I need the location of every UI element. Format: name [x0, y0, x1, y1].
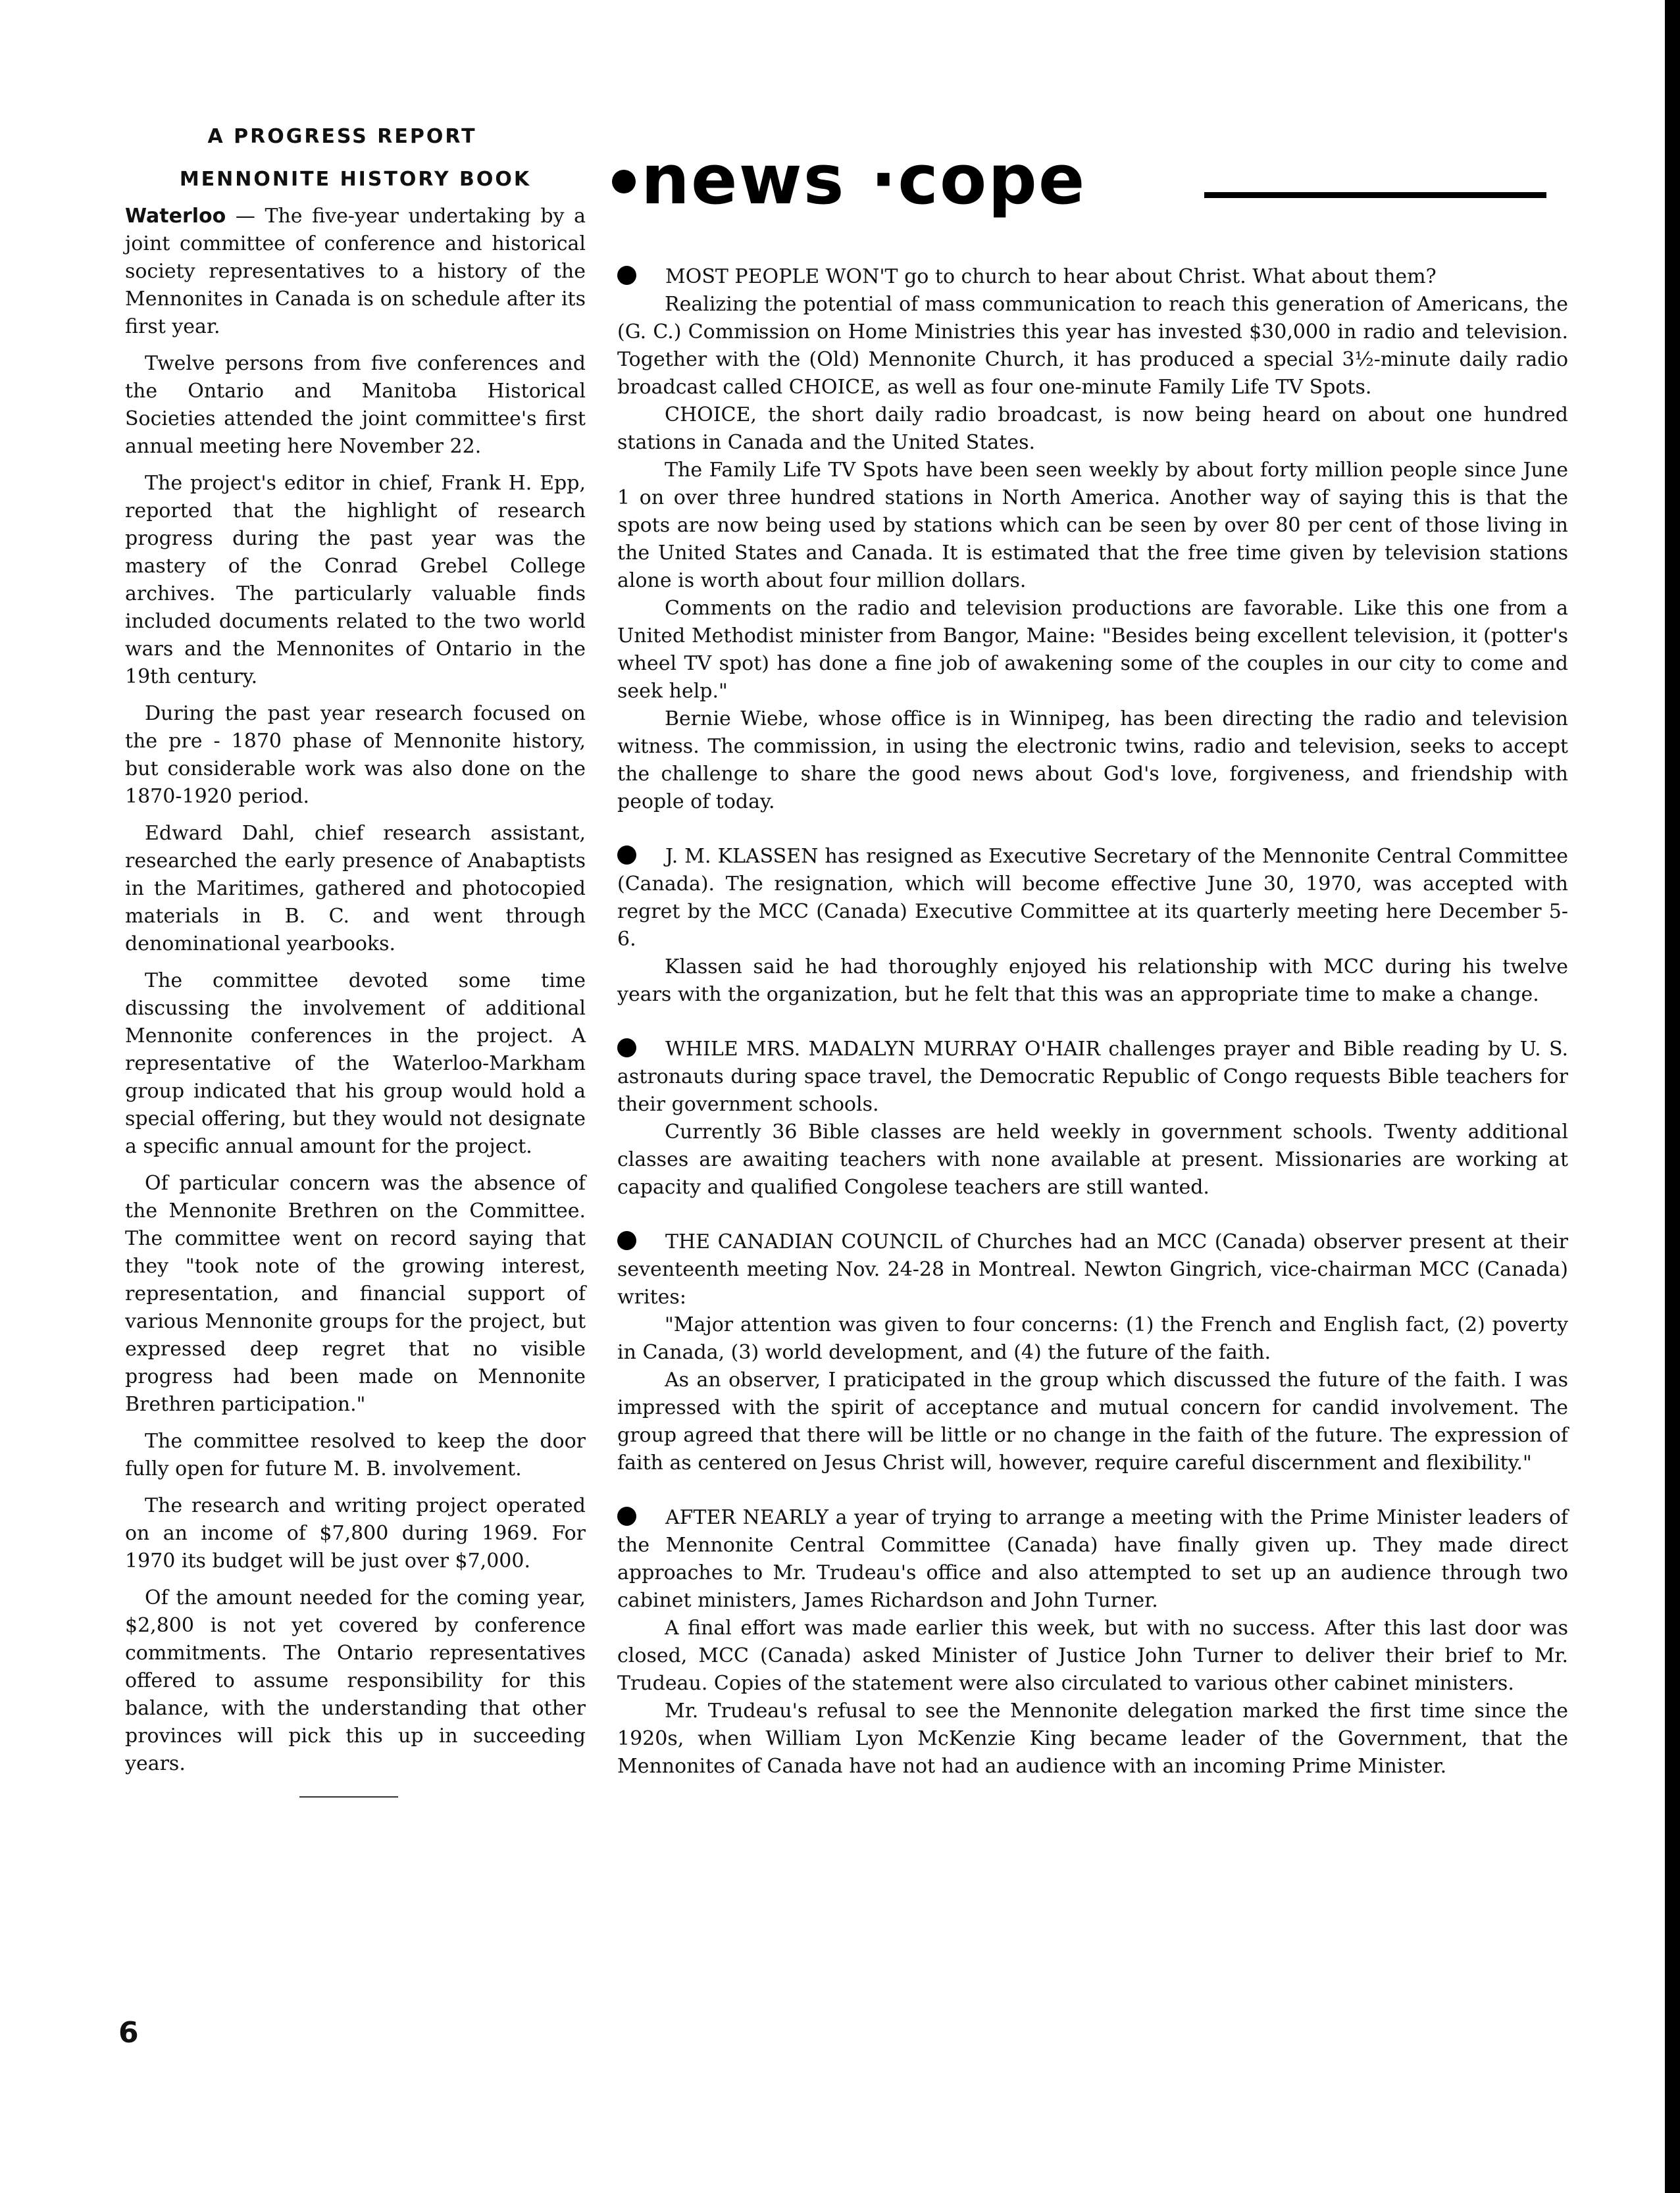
article-paragraph: The project's editor in chief, Frank H. Epp, reported that the highlight of research progress during the past year was the mastery of the Conrad Grebel College archives. The particularly valuable finds included documents related to the two world wars and the Mennonites of Ontario in the 19th century. [125, 472, 586, 688]
story-lead: AFTER NEARLY a year of trying to arrange a meeting with the Prime Minister leaders of the Mennonite Central Committee (Canada) have finally given up. They made direct approaches to Mr. Trudeau's office and also attempted to set up an audience through two cabinet ministers, James Richardson and John Turner. [617, 1506, 1568, 1612]
story-paragraph: Realizing the potential of mass communication to reach this generation of Americans, the (G. C.) Commission on Home Ministries this year has invested $30,000 in radio and television. Together with the (Old) Mennonite Church, it has produced a special 3½-minute daily radio broadcast called CHOICE, as well as four one-minute Family Life TV Spots. [617, 293, 1568, 399]
article-kicker: A PROGRESS REPORT [207, 125, 477, 148]
article-paragraph: Of the amount needed for the coming year, $2,800 is not yet covered by conference commitments. The Ontario representatives offered to assume responsibility for this balance, with the understanding that other provinces will pick this up in succeeding years. [125, 1586, 586, 1775]
bullet-icon [617, 845, 636, 865]
story-paragraph: Comments on the radio and television productions are favorable. Like this one from a United Methodist minister from Bangor, Maine: "Besides being excellent television, it (potter's wheel TV spot) has done a fine job of awakening some of the couples in our city to come and seek help." [617, 597, 1568, 703]
story-paragraph: Bernie Wiebe, whose office is in Winnipeg, has been directing the radio and television witness. The commission, in using the electronic twins, radio and television, seeks to accept the challenge to share the good news about God's love, forgiveness, and friendship with people of today. [617, 707, 1568, 813]
news-item [617, 263, 1568, 816]
story-lead: THE CANADIAN COUNCIL of Churches had an MCC (Canada) observer present at their seventeenth meeting Nov. 24-28 in Montreal. Newton Gingrich, vice-chairman MCC (Canada) writes: [617, 1230, 1568, 1309]
story-paragraph: As an observer, I praticipated in the group which discussed the future of the faith. I was impressed with the spirit of acceptance and mutual concern for candid involvement. The group agreed that there will be little or no change in the faith of the future. The expression of faith as centered on Jesus Christ will, however, require careful discernment and flexibility." [617, 1369, 1568, 1475]
story-paragraph: Klassen said he had thoroughly enjoyed his relationship with MCC during his twelve years with the organization, but he felt that this was an appropriate time to make a change. [617, 955, 1568, 1006]
article-paragraph: The committee resolved to keep the door fully open for future M. B. involvement. [125, 1430, 586, 1480]
article-paragraph: During the past year research focused on the pre - 1870 phase of Mennonite history, but considerable work was also done on the 1870-1920 period. [125, 702, 586, 808]
article-paragraph: The committee devoted some time discussing the involvement of additional Mennonite conferences in the project. A representative of the Waterloo-Markham group indicated that his group would hold a special offering, but they would not designate a specific annual amount for the project. [125, 969, 586, 1158]
page-number: 6 [118, 2016, 139, 2050]
story-paragraph: A final effort was made earlier this week, but with no success. After this last door was closed, MCC (Canada) asked Minister of Justice John Turner to deliver their brief to Mr. Trudeau. Copies of the statement were also circulated to various other cabinet ministers. [617, 1617, 1568, 1695]
story-paragraph: CHOICE, the short daily radio broadcast, is now being heard on about one hundred stations in Canada and the United States. [617, 403, 1568, 454]
bullet-icon [617, 1038, 636, 1057]
left-article [125, 125, 586, 1798]
scan-edge [1665, 0, 1680, 2193]
news-item [617, 1504, 1568, 1780]
article-headline: MENNONITE HISTORY BOOK [179, 168, 532, 191]
story-paragraph: "Major attention was given to four concerns: (1) the French and English fact, (2) poverty in Canada, (3) world development, and (4) the future of the faith. [617, 1313, 1568, 1364]
bullet-icon [617, 266, 636, 285]
article-paragraph: The research and writing project operated on an income of $7,800 during 1969. For 1970 its budget will be just over $7,000. [125, 1494, 586, 1573]
story-paragraph: Mr. Trudeau's refusal to see the Mennonite delegation marked the first time since the 1920s, when William Lyon McKenzie King became leader of the Government, that the Mennonites of Canada have not had an audience with an incoming Prime Minister. [617, 1700, 1568, 1778]
news-item [617, 843, 1568, 1009]
masthead-title: news ·cope [641, 139, 1086, 220]
article-paragraph: Twelve persons from five conferences and the Ontario and Manitoba Historical Societies attended the joint committee's first annual meeting here November 22. [125, 352, 586, 458]
story-lead: MOST PEOPLE WON'T go to church to hear about Christ. What about them? [617, 263, 1568, 291]
bullet-icon [612, 170, 636, 193]
article-paragraph: Of particular concern was the absence of the Mennonite Brethren on the Committee. The committee went on record saying that they "took note of the growing interest, representation, and financial support of various Mennonite groups for the project, but expressed deep regret that no visible progress had been made on Mennonite Brethren participation." [125, 1172, 586, 1416]
masthead-rule [1204, 192, 1546, 198]
bullet-icon [617, 1231, 636, 1250]
section-masthead [612, 139, 1546, 232]
news-item [617, 1228, 1568, 1477]
story-paragraph: The Family Life TV Spots have been seen weekly by about forty million people since June 1 on over three hundred stations in North America. Another way of saying this is that the spots are now being used by stations which can be seen by over 80 per cent of those living in the United States and Canada. It is estimated that the free time given by television stations alone is worth about four million dollars. [617, 459, 1568, 592]
article-paragraph: Edward Dahl, chief research assistant, researched the early presence of Anabaptists in the Maritimes, gathered and photocopied materials in B. C. and went through denominational yearbooks. [125, 822, 586, 955]
article-paragraph: Waterloo — The five-year undertaking by a joint committee of conference and historical society representatives to a history of the Mennonites in Canada is on schedule after its first year. [125, 205, 586, 338]
news-column [617, 263, 1568, 1780]
dateline: Waterloo [125, 205, 226, 228]
story-paragraph: Currently 36 Bible classes are held weekly in government schools. Twenty additional classes are awaiting teachers with none available at present. Missionaries are working at capacity and qualified Congolese teachers are still wanted. [617, 1121, 1568, 1199]
story-lead: WHILE MRS. MADALYN MURRAY O'HAIR challenges prayer and Bible reading by U. S. astronauts during space travel, the Democratic Republic of Congo requests Bible teachers for their government schools. [617, 1038, 1568, 1116]
bullet-icon [617, 1507, 636, 1526]
news-item [617, 1036, 1568, 1201]
story-lead: J. M. KLASSEN has resigned as Executive Secretary of the Mennonite Central Committee (Canada). The resignation, which will become effective June 30, 1970, was accepted with regret by the MCC (Canada) Executive Committee at its quarterly meeting here December 5-6. [617, 845, 1568, 951]
end-rule [299, 1796, 398, 1798]
